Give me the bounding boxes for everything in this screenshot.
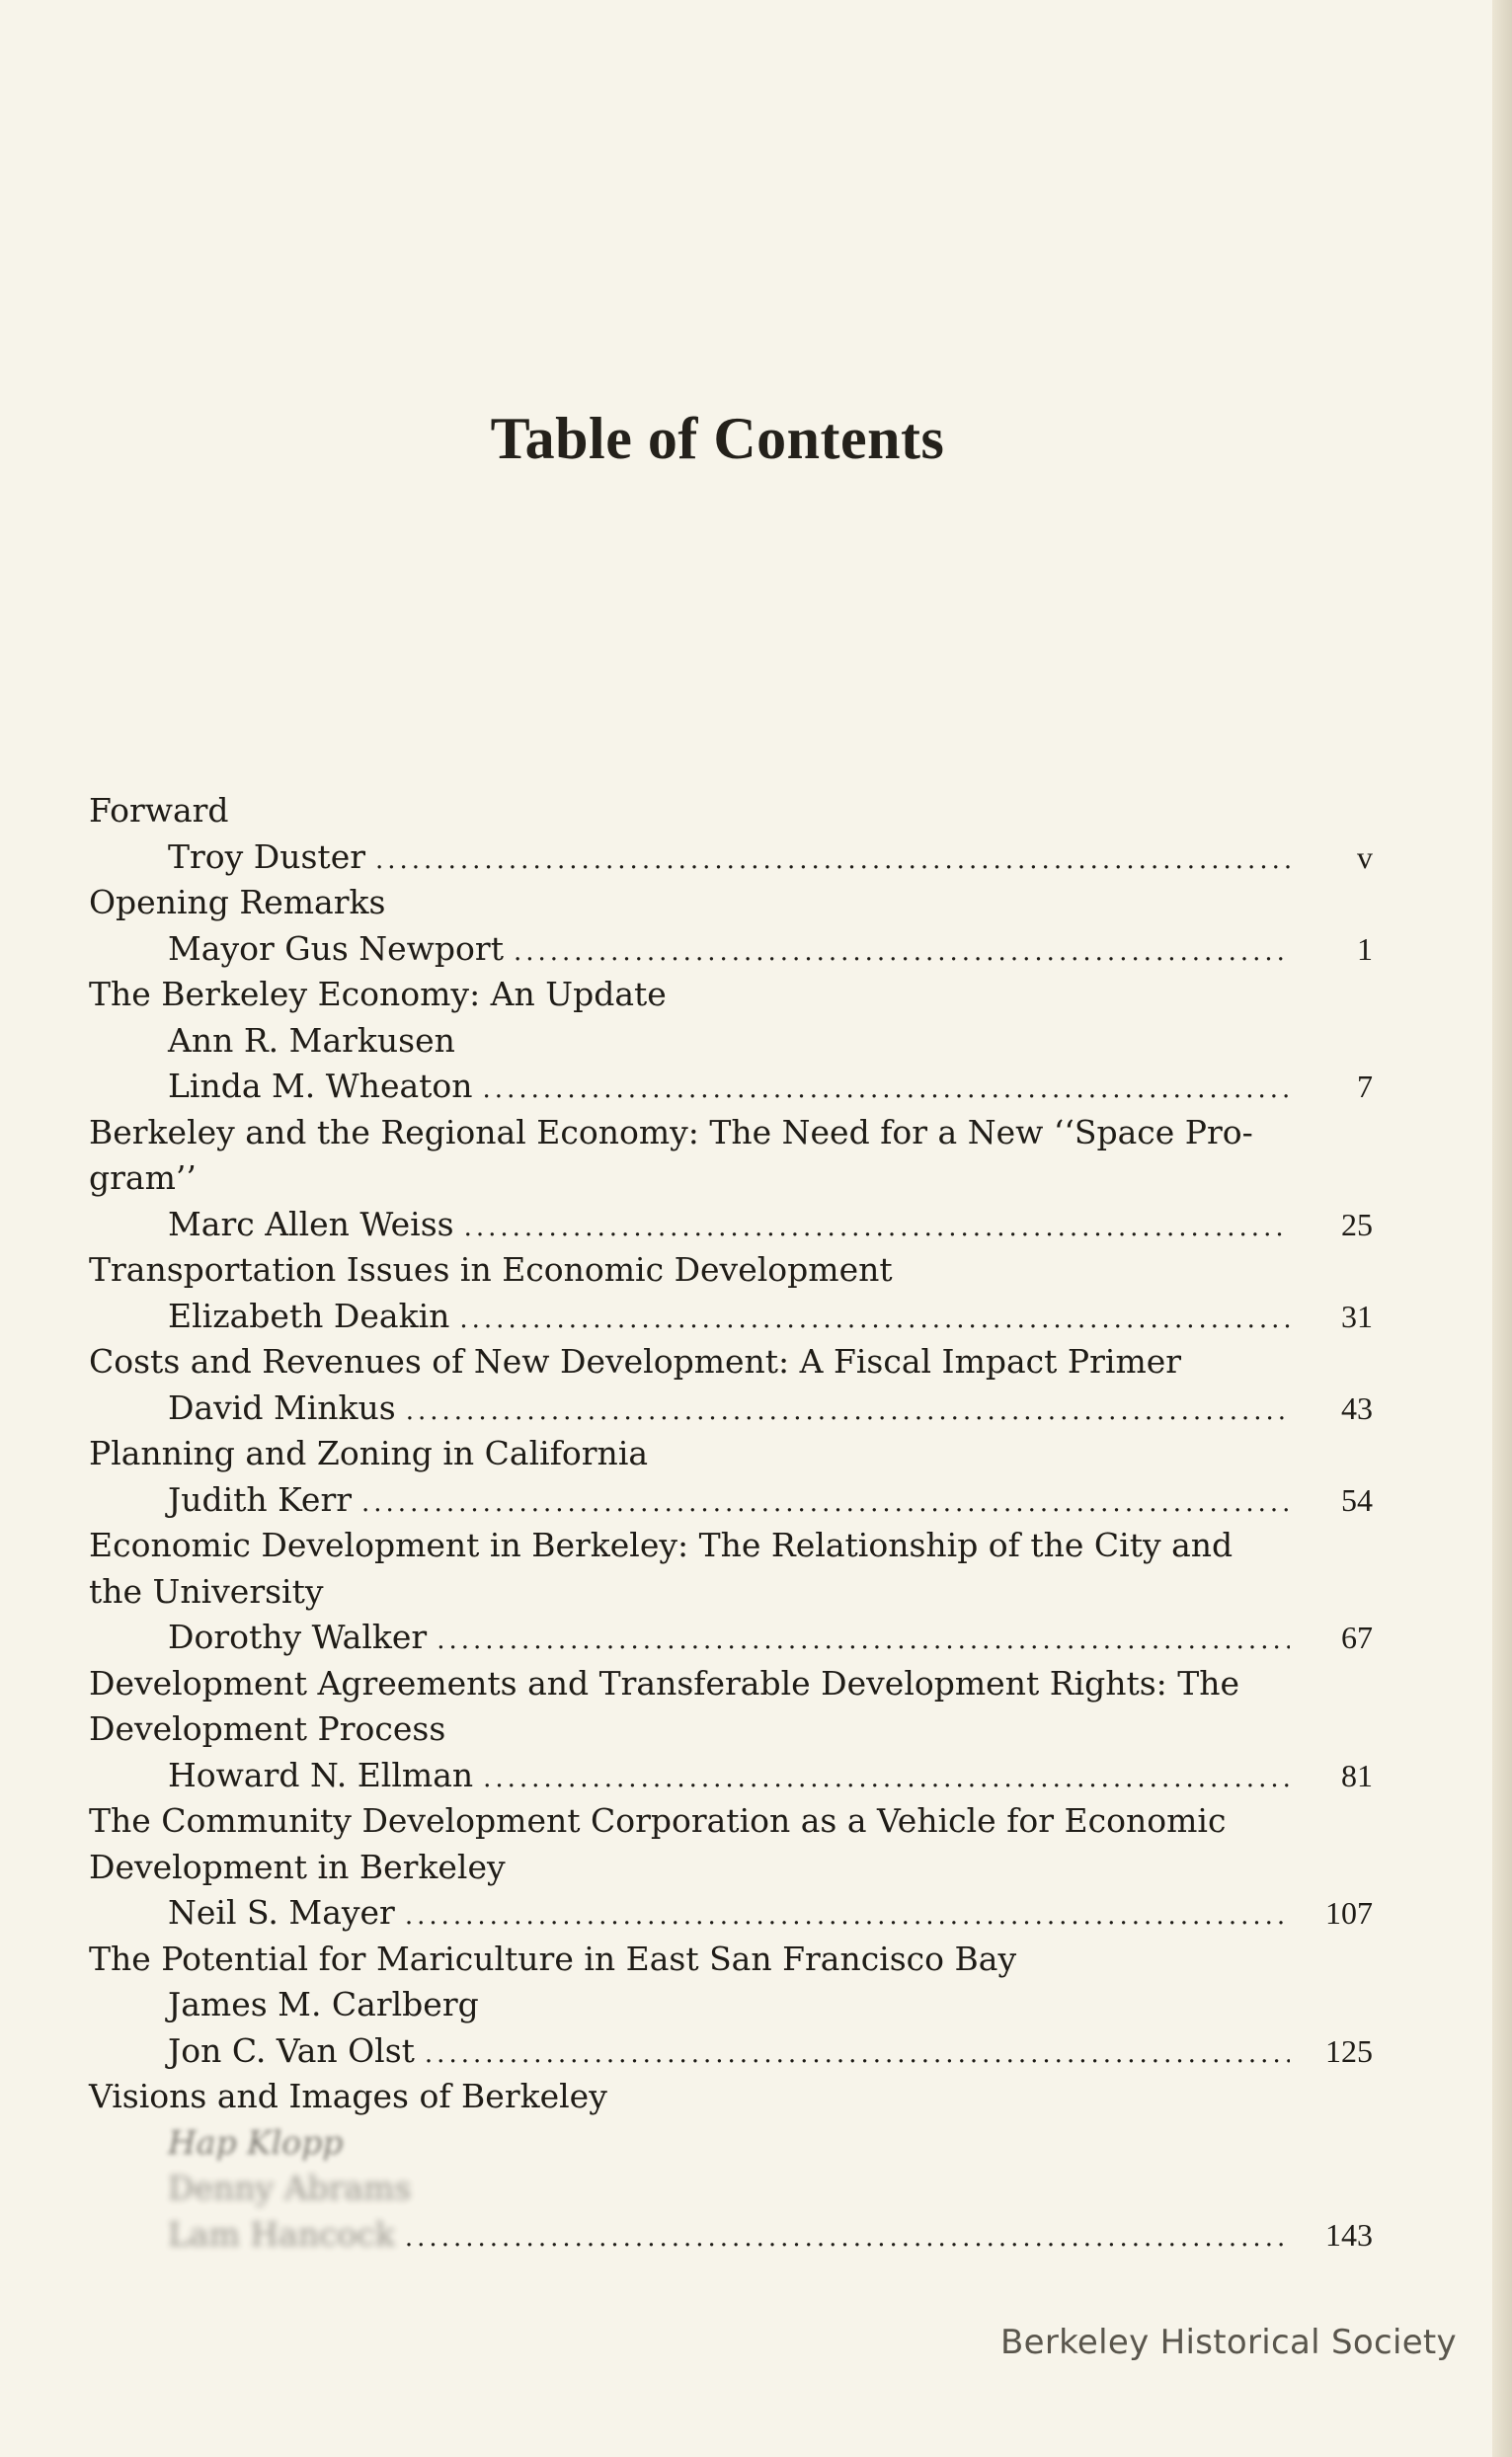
author-name: Elizabeth Deakin xyxy=(168,1296,450,1335)
toc-author-line xyxy=(89,1753,1373,1799)
author-name: Jon C. Van Olst xyxy=(168,2030,415,2070)
dot-leader xyxy=(361,1480,1290,1527)
page-number: v xyxy=(1357,838,1373,875)
entry-title-continued: the University xyxy=(89,1571,324,1611)
page-number: 67 xyxy=(1341,1620,1373,1655)
dot-leader xyxy=(425,2031,1290,2078)
author-name: Lam Hancock xyxy=(168,2214,395,2254)
author-name: Neil S. Mayer xyxy=(168,1893,395,1932)
entry-title: The Berkeley Economy: An Update xyxy=(89,975,667,1013)
page-number: 7 xyxy=(1357,1069,1373,1104)
entry-title: Visions and Images of Berkeley xyxy=(89,2077,607,2115)
page-number: 143 xyxy=(1325,2216,1373,2253)
entry-title: Forward xyxy=(89,791,229,830)
entry-title: Opening Remarks xyxy=(89,883,386,921)
toc-author-line xyxy=(89,1064,1373,1110)
author-name: Marc Allen Weiss xyxy=(168,1204,454,1243)
entry-title: Planning and Zoning in California xyxy=(89,1434,649,1472)
table-of-contents xyxy=(89,788,1373,2258)
author-name: James M. Carlberg xyxy=(168,1985,479,2023)
author-name: Howard N. Ellman xyxy=(168,1755,474,1794)
dot-leader xyxy=(405,1893,1290,1940)
author-name: Judith Kerr xyxy=(168,1479,353,1519)
dot-leader xyxy=(406,1388,1290,1435)
entry-title: Berkeley and the Regional Economy: The Need for a New ‘‘Space Pro- xyxy=(89,1112,1253,1151)
dot-leader xyxy=(483,1756,1290,1802)
page-number: 25 xyxy=(1341,1206,1373,1242)
dot-leader xyxy=(464,1205,1290,1251)
page-number: 107 xyxy=(1325,1895,1373,1931)
entry-title-continued: Development Process xyxy=(89,1709,446,1748)
author-name: Linda M. Wheaton xyxy=(168,1067,473,1105)
entry-title-continued: gram’’ xyxy=(89,1158,197,1197)
dot-leader xyxy=(405,2215,1290,2261)
dot-leader xyxy=(483,1067,1290,1113)
entry-title: Economic Development in Berkeley: The Relationship of the City and xyxy=(89,1526,1233,1564)
toc-author-line xyxy=(89,1018,1373,1065)
author-name: Hap Klopp xyxy=(168,2122,344,2162)
page-number: 43 xyxy=(1341,1389,1373,1426)
page-number: 1 xyxy=(1357,930,1373,967)
dot-leader xyxy=(459,1297,1290,1343)
page-number: 125 xyxy=(1325,2032,1373,2069)
toc-author-line xyxy=(89,1386,1373,1432)
toc-author-line xyxy=(89,926,1373,973)
author-name: Ann R. Markusen xyxy=(168,1020,455,1060)
page-number: 31 xyxy=(1341,1298,1373,1334)
watermark-text: Berkeley Historical Society xyxy=(1000,2323,1457,2362)
dot-leader xyxy=(514,929,1290,976)
toc-author-line xyxy=(89,1477,1373,1524)
author-name: Denny Abrams xyxy=(168,2169,412,2207)
toc-author-line xyxy=(89,1615,1373,1661)
page-number: 54 xyxy=(1341,1481,1373,1518)
toc-author-line xyxy=(89,1294,1373,1340)
toc-author-line xyxy=(89,2166,1373,2212)
dot-leader xyxy=(437,1618,1290,1664)
entry-title-continued: Development in Berkeley xyxy=(89,1847,506,1886)
entry-title: Development Agreements and Transferable Development Rights: The xyxy=(89,1663,1240,1703)
author-name: Mayor Gus Newport xyxy=(168,928,504,968)
page-title: Table of Contents xyxy=(490,406,945,471)
toc-author-line xyxy=(89,2028,1373,2075)
entry-title: The Potential for Mariculture in East San Francisco Bay xyxy=(89,1939,1017,1978)
page-edge xyxy=(1492,0,1512,2457)
entry-title: The Community Development Corporation as a Vehicle for Economic xyxy=(89,1801,1227,1840)
toc-author-line xyxy=(89,1982,1373,2028)
entry-title: Transportation Issues in Economic Development xyxy=(89,1250,893,1289)
entry-title: Costs and Revenues of New Development: A Fiscal Impact Primer xyxy=(89,1342,1182,1381)
toc-author-line xyxy=(89,2120,1373,2167)
author-name: Troy Duster xyxy=(168,836,365,876)
author-name: Dorothy Walker xyxy=(168,1618,428,1656)
page-number: 81 xyxy=(1341,1757,1373,1793)
toc-author-line xyxy=(89,1202,1373,1248)
toc-author-line xyxy=(89,834,1373,881)
dot-leader xyxy=(375,837,1290,884)
author-name: David Minkus xyxy=(168,1387,396,1427)
toc-author-line xyxy=(89,1890,1373,1937)
toc-author-line xyxy=(89,2212,1373,2259)
